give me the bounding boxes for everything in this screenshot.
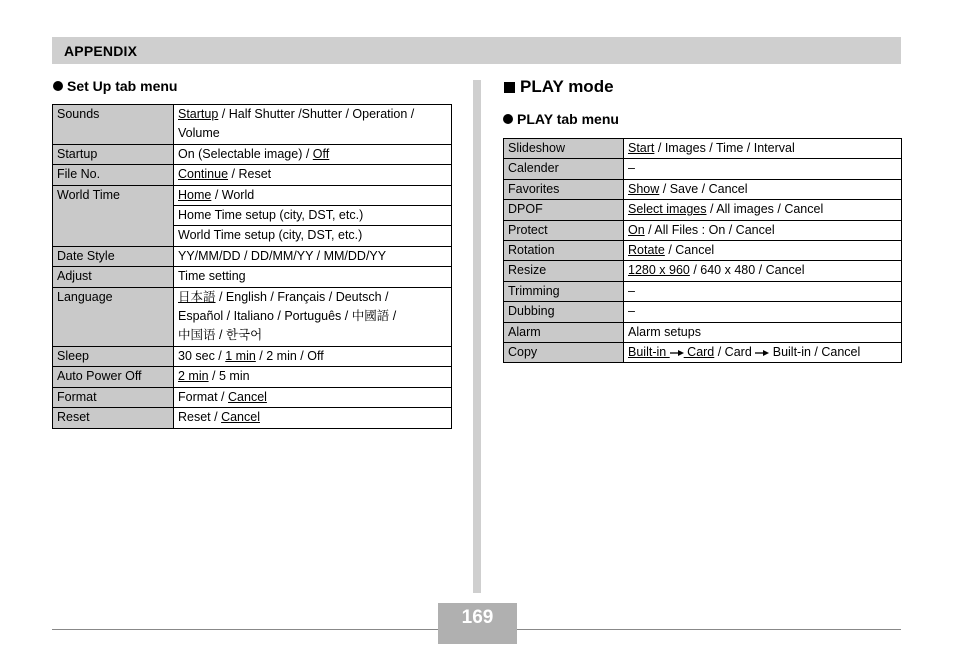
bullet-icon [53,81,63,91]
square-bullet-icon [504,82,515,93]
menu-item-options [624,179,902,199]
menu-item-name: Copy [504,343,624,363]
option-text: – [628,161,635,176]
table-row [504,200,902,220]
option-line [178,367,447,386]
menu-item-options [174,408,452,428]
right-arrow-icon [755,349,769,357]
column-divider [473,80,481,593]
setup-heading-text: Set Up tab menu [67,78,178,94]
right-arrow-icon [670,349,684,357]
table-row [53,165,452,185]
menu-item-name: Format [53,387,174,407]
menu-item-name: Date Style [53,246,174,266]
option-text: / 2 min / Off [255,348,324,363]
option-text: Home Time setup (city, DST, etc.) [178,208,364,223]
menu-item-options [624,139,902,159]
option-text: / Save / Cancel [659,181,748,196]
option-line [628,343,897,362]
option-line [628,180,897,199]
option-line [628,159,897,178]
option-text: Format / [178,389,229,404]
option-line [178,307,447,326]
option-text: Volume [178,126,220,141]
menu-item-options [174,346,452,366]
option-line [178,288,447,307]
default-option: 日本語 [178,289,216,304]
option-line [178,326,447,345]
menu-item-name: Dubbing [504,302,624,322]
play-tab-heading-text: PLAY tab menu [517,111,619,127]
default-option: Start [628,141,655,155]
option-line [628,200,897,219]
table-row [53,346,452,366]
option-line [178,105,447,124]
option-text: / Half Shutter /Shutter / Operation / [218,107,415,121]
table-row [504,322,902,342]
page-number: 169 [461,607,494,628]
page-number-box [438,603,517,644]
default-option: Cancel [228,389,267,404]
arrow-wrapper [755,345,769,359]
menu-item-options [624,281,902,301]
bullet-icon [503,114,513,124]
default-option: 2 min [178,369,209,384]
menu-item-name: Alarm [504,322,624,342]
option-line [628,139,897,158]
table-row [504,159,902,179]
option-line [628,323,897,342]
default-option: Continue [178,167,229,182]
option-line [628,261,897,280]
menu-item-name: Favorites [504,179,624,199]
default-option: Show [628,181,660,196]
menu-item-name: World Time [53,185,174,246]
menu-item-options [174,165,452,185]
menu-item-options [624,200,902,220]
option-text: – [628,304,635,319]
option-line [178,408,447,427]
option-text: Español / Italiano / Português / 中國語 / [178,309,397,324]
option-text: / All Files : On / Cancel [644,222,775,237]
table-row [53,287,452,346]
table-row [53,144,452,164]
option-text: / 640 x 480 / Cancel [689,263,805,278]
table-row [504,302,902,322]
option-text: / All images / Cancel [706,202,824,217]
menu-item-name: Language [53,287,174,346]
menu-item-name: Slideshow [504,139,624,159]
menu-item-name: Sleep [53,346,174,366]
option-text: / Reset [228,167,272,182]
table-row [53,105,452,145]
option-line [178,388,447,407]
menu-item-options [174,387,452,407]
default-option: Rotate [628,243,665,258]
menu-item-options [174,287,452,346]
default-option: Cancel [221,410,260,425]
menu-item-options [174,226,452,246]
option-line [178,145,447,164]
menu-item-name: Sounds [53,105,174,145]
default-option: Select images [628,202,707,217]
option-text: / World [211,187,255,202]
option-line [178,124,447,143]
menu-item-name: Calender [504,159,624,179]
menu-item-options [174,206,452,226]
menu-item-options [624,322,902,342]
menu-item-name: Adjust [53,267,174,287]
option-text: Built-in / Cancel [769,345,861,360]
menu-item-name: File No. [53,165,174,185]
table-row [504,179,902,199]
option-line [178,226,447,245]
menu-item-name: Protect [504,220,624,240]
option-line [628,221,897,240]
table-row [53,408,452,428]
default-option: Card [683,345,715,360]
option-line [628,282,897,301]
menu-item-options [174,185,452,205]
header-bar [52,37,901,64]
option-text: On (Selectable image) / [178,146,313,161]
option-line [178,165,447,184]
default-option: 1 min [225,348,256,363]
option-line [178,267,447,286]
menu-item-options [624,343,902,363]
play-mode-heading [504,77,614,97]
menu-item-name: Resize [504,261,624,281]
option-text: – [628,283,635,298]
default-option: Home [178,187,212,202]
menu-item-options [174,267,452,287]
option-text: Time setting [178,269,246,284]
table-row [53,387,452,407]
setup-menu-table [52,104,452,429]
menu-item-options [174,246,452,266]
menu-item-name: Reset [53,408,174,428]
option-text: World Time setup (city, DST, etc.) [178,228,363,243]
option-text: / 5 min [208,369,250,384]
menu-item-options [624,241,902,261]
table-row [504,281,902,301]
menu-item-name: Startup [53,144,174,164]
option-line [628,241,897,260]
arrow-wrapper [670,345,684,359]
option-line [178,186,447,205]
menu-item-options [624,302,902,322]
option-line [628,302,897,321]
menu-item-options [174,105,452,145]
default-option: Built-in [628,345,670,360]
table-row [53,185,452,205]
option-text: 30 sec / [178,348,226,363]
setup-heading [53,78,177,94]
default-option: 1280 x 960 [628,263,690,278]
option-line [178,247,447,266]
menu-item-name: Trimming [504,281,624,301]
play-mode-heading-text: PLAY mode [520,77,614,96]
play-tab-heading [503,111,619,127]
default-option: Startup [178,107,219,121]
option-text: Reset / [178,410,222,425]
menu-item-name: DPOF [504,200,624,220]
option-text: / Images / Time / Interval [654,141,795,155]
table-row [504,261,902,281]
menu-item-options [174,144,452,164]
option-text: / English / Français / Deutsch / [215,289,389,304]
table-row [504,220,902,240]
option-text: / Card [714,345,756,360]
option-text: / Cancel [664,243,715,258]
play-menu-table [503,138,902,363]
table-row [504,139,902,159]
table-row [53,367,452,387]
table-row [53,246,452,266]
menu-item-options [624,220,902,240]
option-text: YY/MM/DD / DD/MM/YY / MM/DD/YY [178,248,387,263]
default-option: On [628,222,645,237]
section-title: APPENDIX [64,43,138,59]
table-row [504,343,902,363]
menu-item-options [624,159,902,179]
table-row [53,267,452,287]
option-line [178,347,447,366]
menu-item-options [174,367,452,387]
menu-item-name: Auto Power Off [53,367,174,387]
option-text: Alarm setups [628,324,701,339]
table-row [504,241,902,261]
option-line [178,206,447,225]
menu-item-name: Rotation [504,241,624,261]
option-text: 中国语 / 한국어 [178,328,263,343]
default-option: Off [312,146,330,161]
menu-item-options [624,261,902,281]
